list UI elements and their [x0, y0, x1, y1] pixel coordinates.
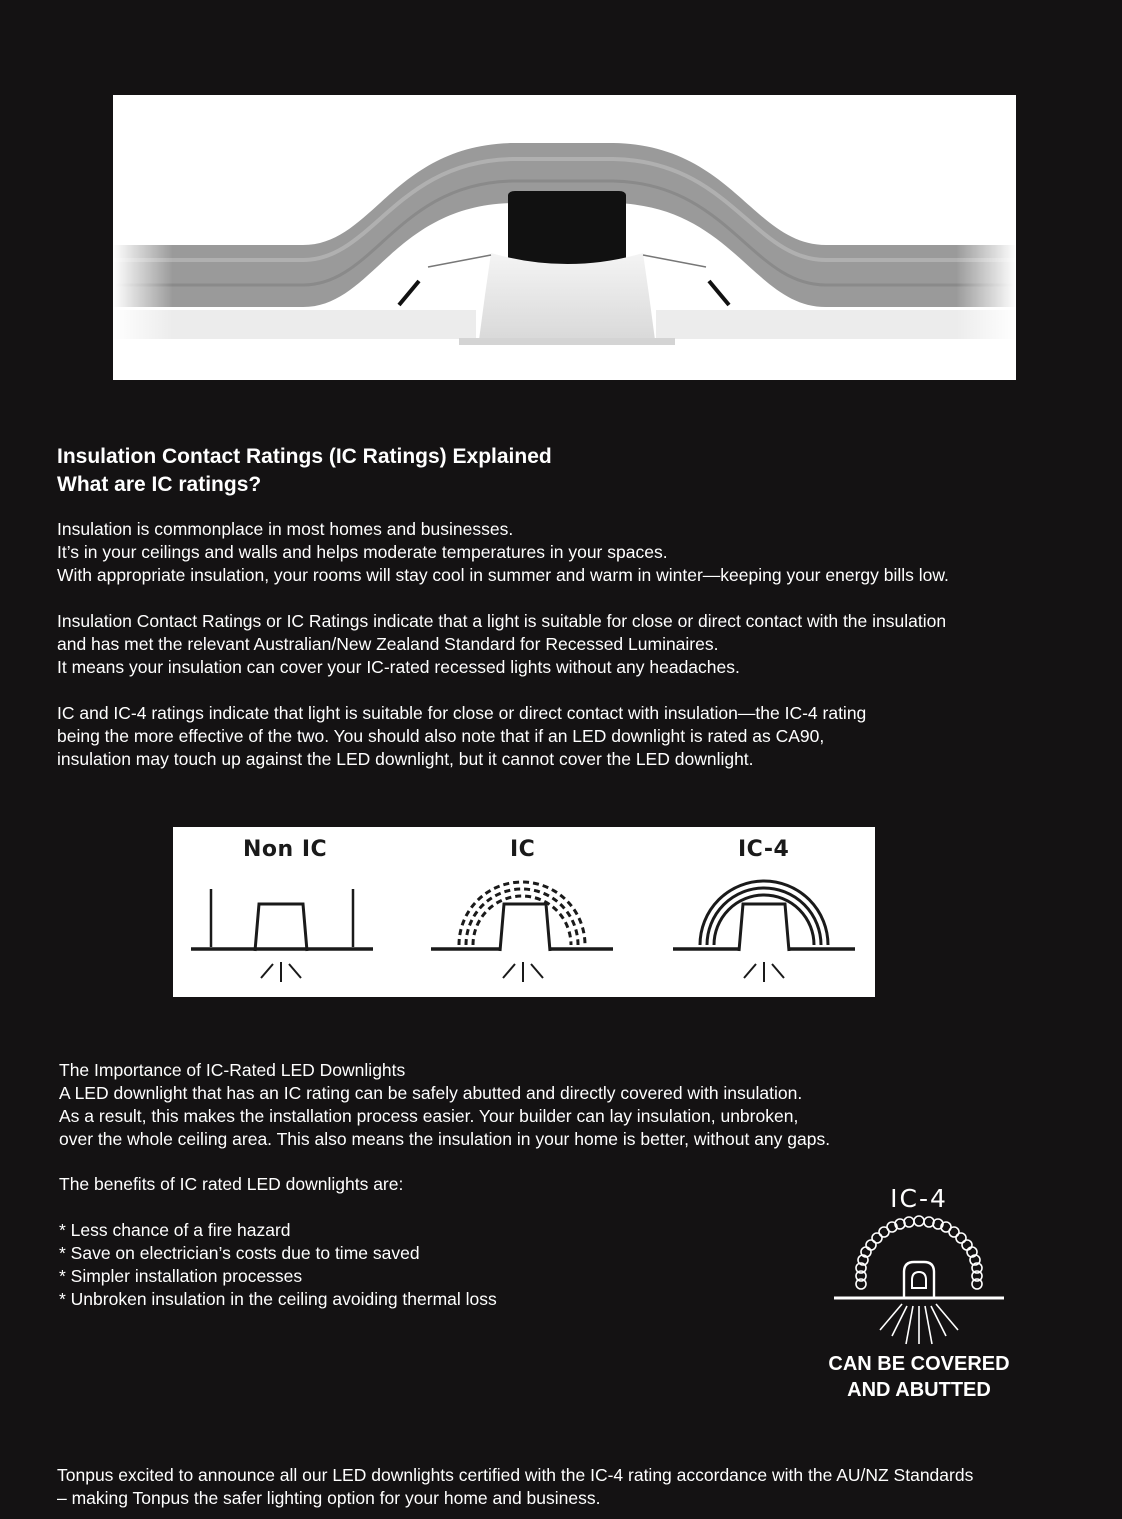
paragraph-line: With appropriate insulation, your rooms will stay cool in summer and warm in winter—keeping your energy bills low.	[57, 565, 949, 585]
paragraph-line: It means your insulation can cover your IC-rated recessed lights without any headaches.	[57, 657, 740, 677]
page-title: Insulation Contact Ratings (IC Ratings) Explained	[57, 445, 552, 468]
announcement-paragraph	[57, 1464, 973, 1510]
covered-downlight-icon	[820, 1210, 1018, 1350]
ic4-badge	[820, 1180, 1018, 1405]
ic-definition-paragraph	[57, 610, 946, 679]
paragraph-line: – making Tonpus the safer lighting option for your home and business.	[57, 1488, 601, 1508]
paragraph-line: Tonpus excited to announce all our LED downlights certified with the IC-4 rating accordance with the AU/NZ Standards	[57, 1465, 974, 1485]
paragraph-line: Insulation Contact Ratings or IC Ratings indicate that a light is suitable for close or direct contact with the insulation	[57, 611, 947, 631]
downlight-under-insulation-image	[113, 95, 1016, 380]
ic4-icon	[673, 881, 855, 982]
list-item: * Unbroken insulation in the ceiling avoiding thermal loss	[59, 1289, 497, 1309]
benefits-list	[59, 1219, 497, 1311]
section-heading	[57, 443, 552, 499]
label-non-ic: Non IC	[243, 837, 328, 862]
benefits-intro: The benefits of IC rated LED downlights are:	[59, 1174, 404, 1194]
paragraph-line: over the whole ceiling area. This also means the insulation in your home is better, without any gaps.	[59, 1129, 831, 1149]
list-item: * Less chance of a fire hazard	[59, 1220, 291, 1240]
downlight-heatsink	[508, 191, 626, 268]
ic-rating-comparison-diagram	[173, 827, 875, 997]
intro-paragraph	[57, 518, 949, 587]
downlight-trim	[479, 253, 655, 340]
list-item: * Save on electrician’s costs due to time saved	[59, 1243, 420, 1263]
badge-caption	[820, 1351, 1018, 1403]
label-ic4: IC-4	[738, 837, 790, 862]
ic4-note-paragraph	[57, 702, 866, 771]
badge-caption-line: AND ABUTTED	[847, 1379, 991, 1401]
hero-insulation-illustration	[113, 95, 1016, 380]
paragraph-line: and has met the relevant Australian/New Zealand Standard for Recessed Luminaires.	[57, 634, 719, 654]
downlight-icon	[834, 1262, 1004, 1344]
paragraph-line: being the more effective of the two. You should also note that if an LED downlight is rated as CA90,	[57, 726, 825, 746]
paragraph-line: A LED downlight that has an IC rating can be safely abutted and directly covered with insulation.	[59, 1083, 803, 1103]
section-subtitle: What are IC ratings?	[57, 473, 262, 496]
importance-title: The Importance of IC-Rated LED Downlights	[59, 1060, 406, 1080]
badge-caption-line: CAN BE COVERED	[828, 1353, 1010, 1375]
badge-title: IC-4	[890, 1184, 948, 1213]
paragraph-line: It’s in your ceilings and walls and helps moderate temperatures in your spaces.	[57, 542, 668, 562]
list-item: * Simpler installation processes	[59, 1266, 303, 1286]
paragraph-line: As a result, this makes the installation process easier. Your builder can lay insulation, unbroken,	[59, 1106, 799, 1126]
importance-paragraph	[59, 1059, 830, 1151]
ic-icon	[431, 882, 613, 982]
paragraph-line: IC and IC-4 ratings indicate that light is suitable for close or direct contact with insulation—the IC-4 rating	[57, 703, 867, 723]
paragraph-line: insulation may touch up against the LED downlight, but it cannot cover the LED downlight.	[57, 749, 754, 769]
non-ic-icon	[191, 889, 373, 982]
label-ic: IC	[510, 837, 536, 862]
paragraph-line: Insulation is commonplace in most homes and businesses.	[57, 519, 514, 539]
insulation-coil	[856, 1216, 982, 1289]
